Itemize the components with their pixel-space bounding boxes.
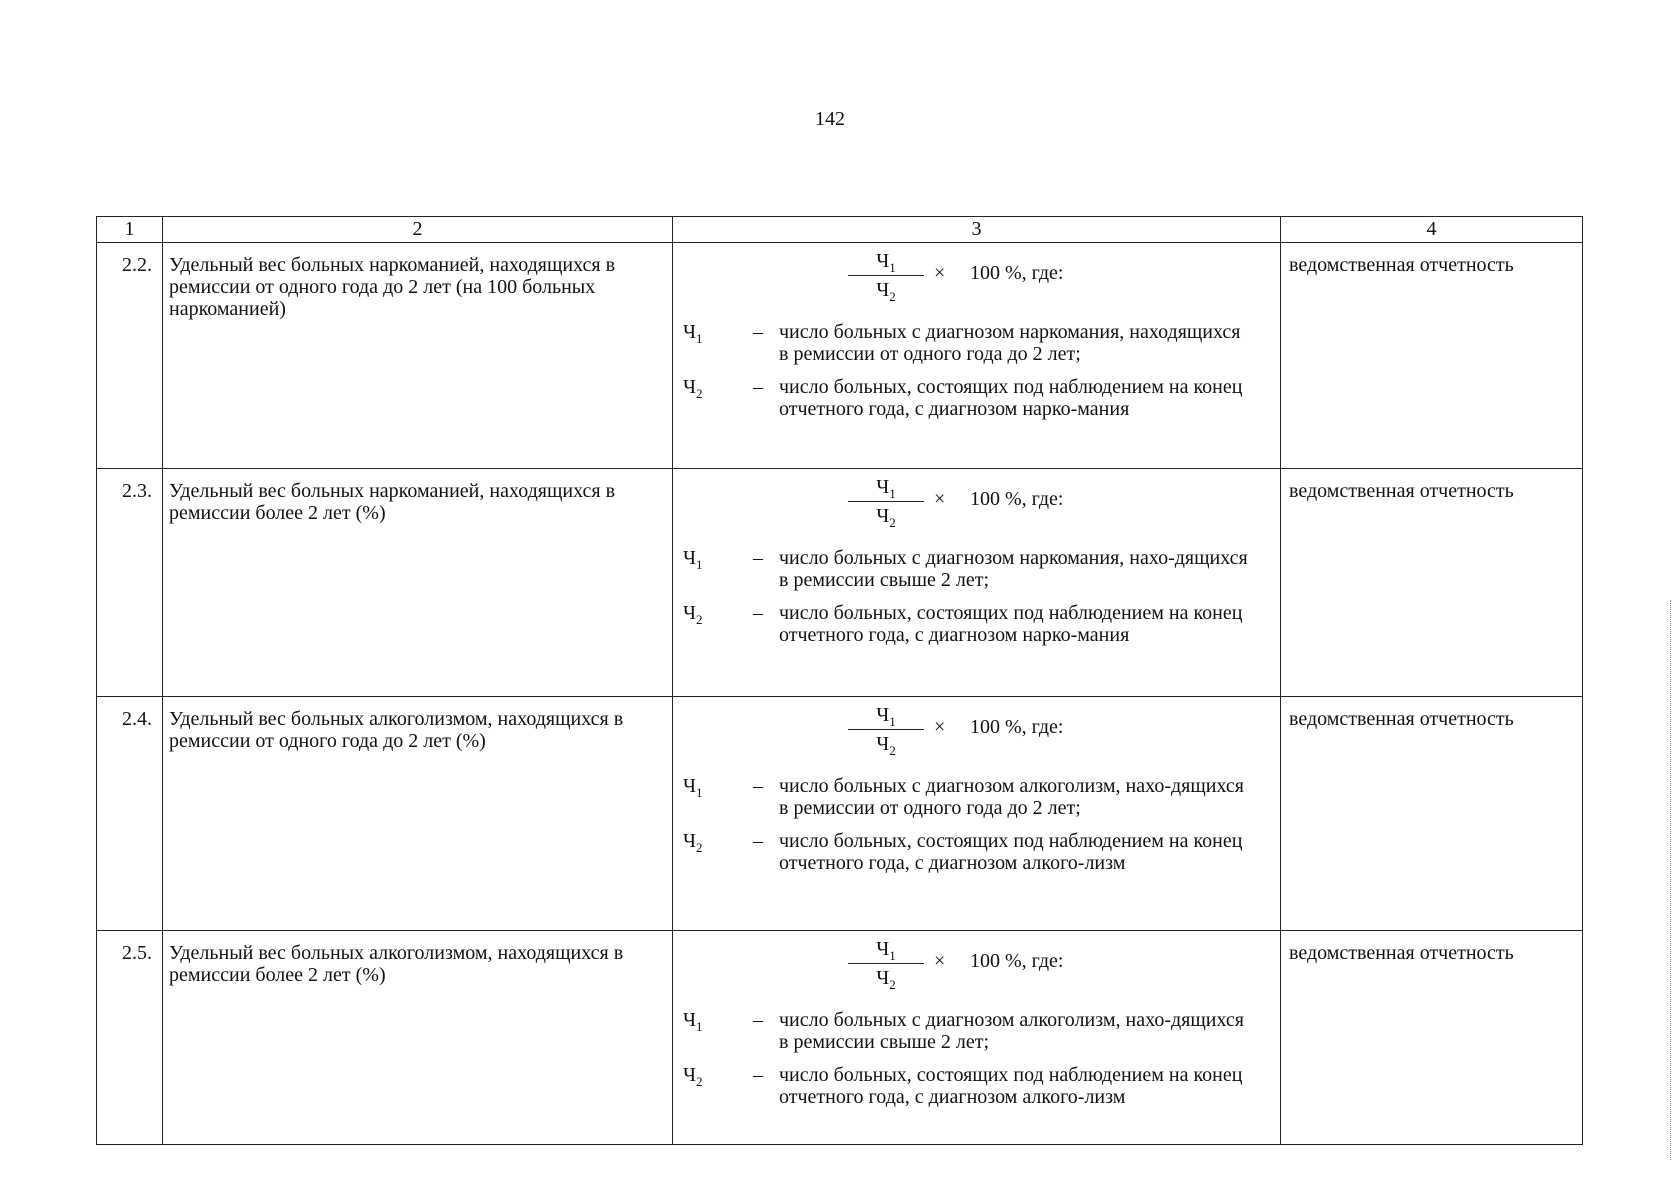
definition-text: число больных с диагнозом алкоголизм, нахо-дящихся в ремиссии от одного года до 2 лет; xyxy=(779,775,1244,819)
definitions xyxy=(683,1009,1276,1108)
multiply-sign: × xyxy=(934,488,946,510)
percent-text: 100 %, где: xyxy=(970,488,1064,510)
multiply-sign: × xyxy=(934,950,946,972)
indicators-table xyxy=(96,216,1583,1145)
fraction xyxy=(848,937,924,990)
formula xyxy=(848,703,1276,767)
fraction-bar xyxy=(848,729,924,730)
definition-dash: – xyxy=(753,547,763,569)
variable-symbol: $Ч_1$ xyxy=(683,1009,703,1034)
scan-edge-mark xyxy=(1670,600,1672,1160)
row-number: 2.4. xyxy=(97,697,163,931)
fraction-denominator: $Ч_2$ xyxy=(876,967,896,992)
fraction xyxy=(848,475,924,528)
fraction-denominator: $Ч_2$ xyxy=(876,279,896,304)
data-source: ведомственная отчетность xyxy=(1281,243,1583,469)
fraction-denominator: $Ч_2$ xyxy=(876,505,896,530)
definition-text: число больных с диагнозом наркомания, нахо-дящихся в ремиссии свыше 2 лет; xyxy=(779,547,1248,591)
page-number: 142 xyxy=(815,108,845,130)
formula-cell xyxy=(673,931,1281,1145)
definition-item xyxy=(683,830,1276,874)
fraction-bar xyxy=(848,501,924,502)
definition-text: число больных, состоящих под наблюдением на конец отчетного года, с диагнозом алкого-лизм xyxy=(779,830,1243,874)
multiply-sign: × xyxy=(934,262,946,284)
fraction xyxy=(848,703,924,756)
row-number: 2.2. xyxy=(97,243,163,469)
definitions xyxy=(683,775,1276,874)
header-cell-4: 4 xyxy=(1281,217,1583,243)
table-row xyxy=(97,469,1583,697)
definition-item xyxy=(683,775,1276,819)
fraction-numerator: $Ч_1$ xyxy=(876,938,896,963)
fraction-bar xyxy=(848,963,924,964)
fraction-bar xyxy=(848,275,924,276)
fraction-numerator: $Ч_1$ xyxy=(876,704,896,729)
fraction-denominator: $Ч_2$ xyxy=(876,733,896,758)
definition-text: число больных, состоящих под наблюдением на конец отчетного года, с диагнозом нарко-мания xyxy=(779,602,1243,646)
header-cell-2: 2 xyxy=(163,217,673,243)
formula xyxy=(848,937,1276,1001)
variable-symbol: $Ч_1$ xyxy=(683,547,703,572)
indicator-name: Удельный вес больных наркоманией, находящихся в ремиссии от одного года до 2 лет (на 100 больных наркоманией) xyxy=(163,243,673,469)
definitions xyxy=(683,547,1276,646)
data-source: ведомственная отчетность xyxy=(1281,931,1583,1145)
fraction xyxy=(848,249,924,302)
formula xyxy=(848,249,1276,313)
percent-text: 100 %, где: xyxy=(970,262,1064,284)
indicator-name: Удельный вес больных наркоманией, находящихся в ремиссии более 2 лет (%) xyxy=(163,469,673,697)
variable-symbol: $Ч_2$ xyxy=(683,1064,703,1089)
definition-text: число больных, состоящих под наблюдением на конец отчетного года, с диагнозом алкого-лизм xyxy=(779,1064,1243,1108)
table-row xyxy=(97,931,1583,1145)
data-source: ведомственная отчетность xyxy=(1281,469,1583,697)
variable-symbol: $Ч_1$ xyxy=(683,775,703,800)
definition-item xyxy=(683,1064,1276,1108)
definition-dash: – xyxy=(753,1064,763,1086)
definition-dash: – xyxy=(753,321,763,343)
formula-cell xyxy=(673,469,1281,697)
percent-text: 100 %, где: xyxy=(970,950,1064,972)
definition-item xyxy=(683,602,1276,646)
formula-cell xyxy=(673,697,1281,931)
variable-symbol: $Ч_2$ xyxy=(683,830,703,855)
formula-cell xyxy=(673,243,1281,469)
header-cell-1: 1 xyxy=(97,217,163,243)
definition-dash: – xyxy=(753,830,763,852)
definition-item xyxy=(683,1009,1276,1053)
multiply-sign: × xyxy=(934,716,946,738)
definitions xyxy=(683,321,1276,420)
definition-item xyxy=(683,547,1276,591)
header-row xyxy=(97,217,1583,243)
formula xyxy=(848,475,1276,539)
table-row xyxy=(97,697,1583,931)
fraction-numerator: $Ч_1$ xyxy=(876,476,896,501)
indicator-name: Удельный вес больных алкоголизмом, находящихся в ремиссии от одного года до 2 лет (%) xyxy=(163,697,673,931)
variable-symbol: $Ч_1$ xyxy=(683,321,703,346)
definition-item xyxy=(683,321,1276,365)
definition-text: число больных с диагнозом наркомания, находящихся в ремиссии от одного года до 2 лет; xyxy=(779,321,1241,365)
definition-text: число больных с диагнозом алкоголизм, нахо-дящихся в ремиссии свыше 2 лет; xyxy=(779,1009,1244,1053)
definition-item xyxy=(683,376,1276,420)
row-number: 2.5. xyxy=(97,931,163,1145)
data-source: ведомственная отчетность xyxy=(1281,697,1583,931)
variable-symbol: $Ч_2$ xyxy=(683,602,703,627)
variable-symbol: $Ч_2$ xyxy=(683,376,703,401)
definition-text: число больных, состоящих под наблюдением на конец отчетного года, с диагнозом нарко-мания xyxy=(779,376,1243,420)
header-cell-3: 3 xyxy=(673,217,1281,243)
definition-dash: – xyxy=(753,1009,763,1031)
percent-text: 100 %, где: xyxy=(970,716,1064,738)
row-number: 2.3. xyxy=(97,469,163,697)
definition-dash: – xyxy=(753,775,763,797)
fraction-numerator: $Ч_1$ xyxy=(876,250,896,275)
definition-dash: – xyxy=(753,602,763,624)
table-row xyxy=(97,243,1583,469)
indicator-name: Удельный вес больных алкоголизмом, находящихся в ремиссии более 2 лет (%) xyxy=(163,931,673,1145)
definition-dash: – xyxy=(753,376,763,398)
